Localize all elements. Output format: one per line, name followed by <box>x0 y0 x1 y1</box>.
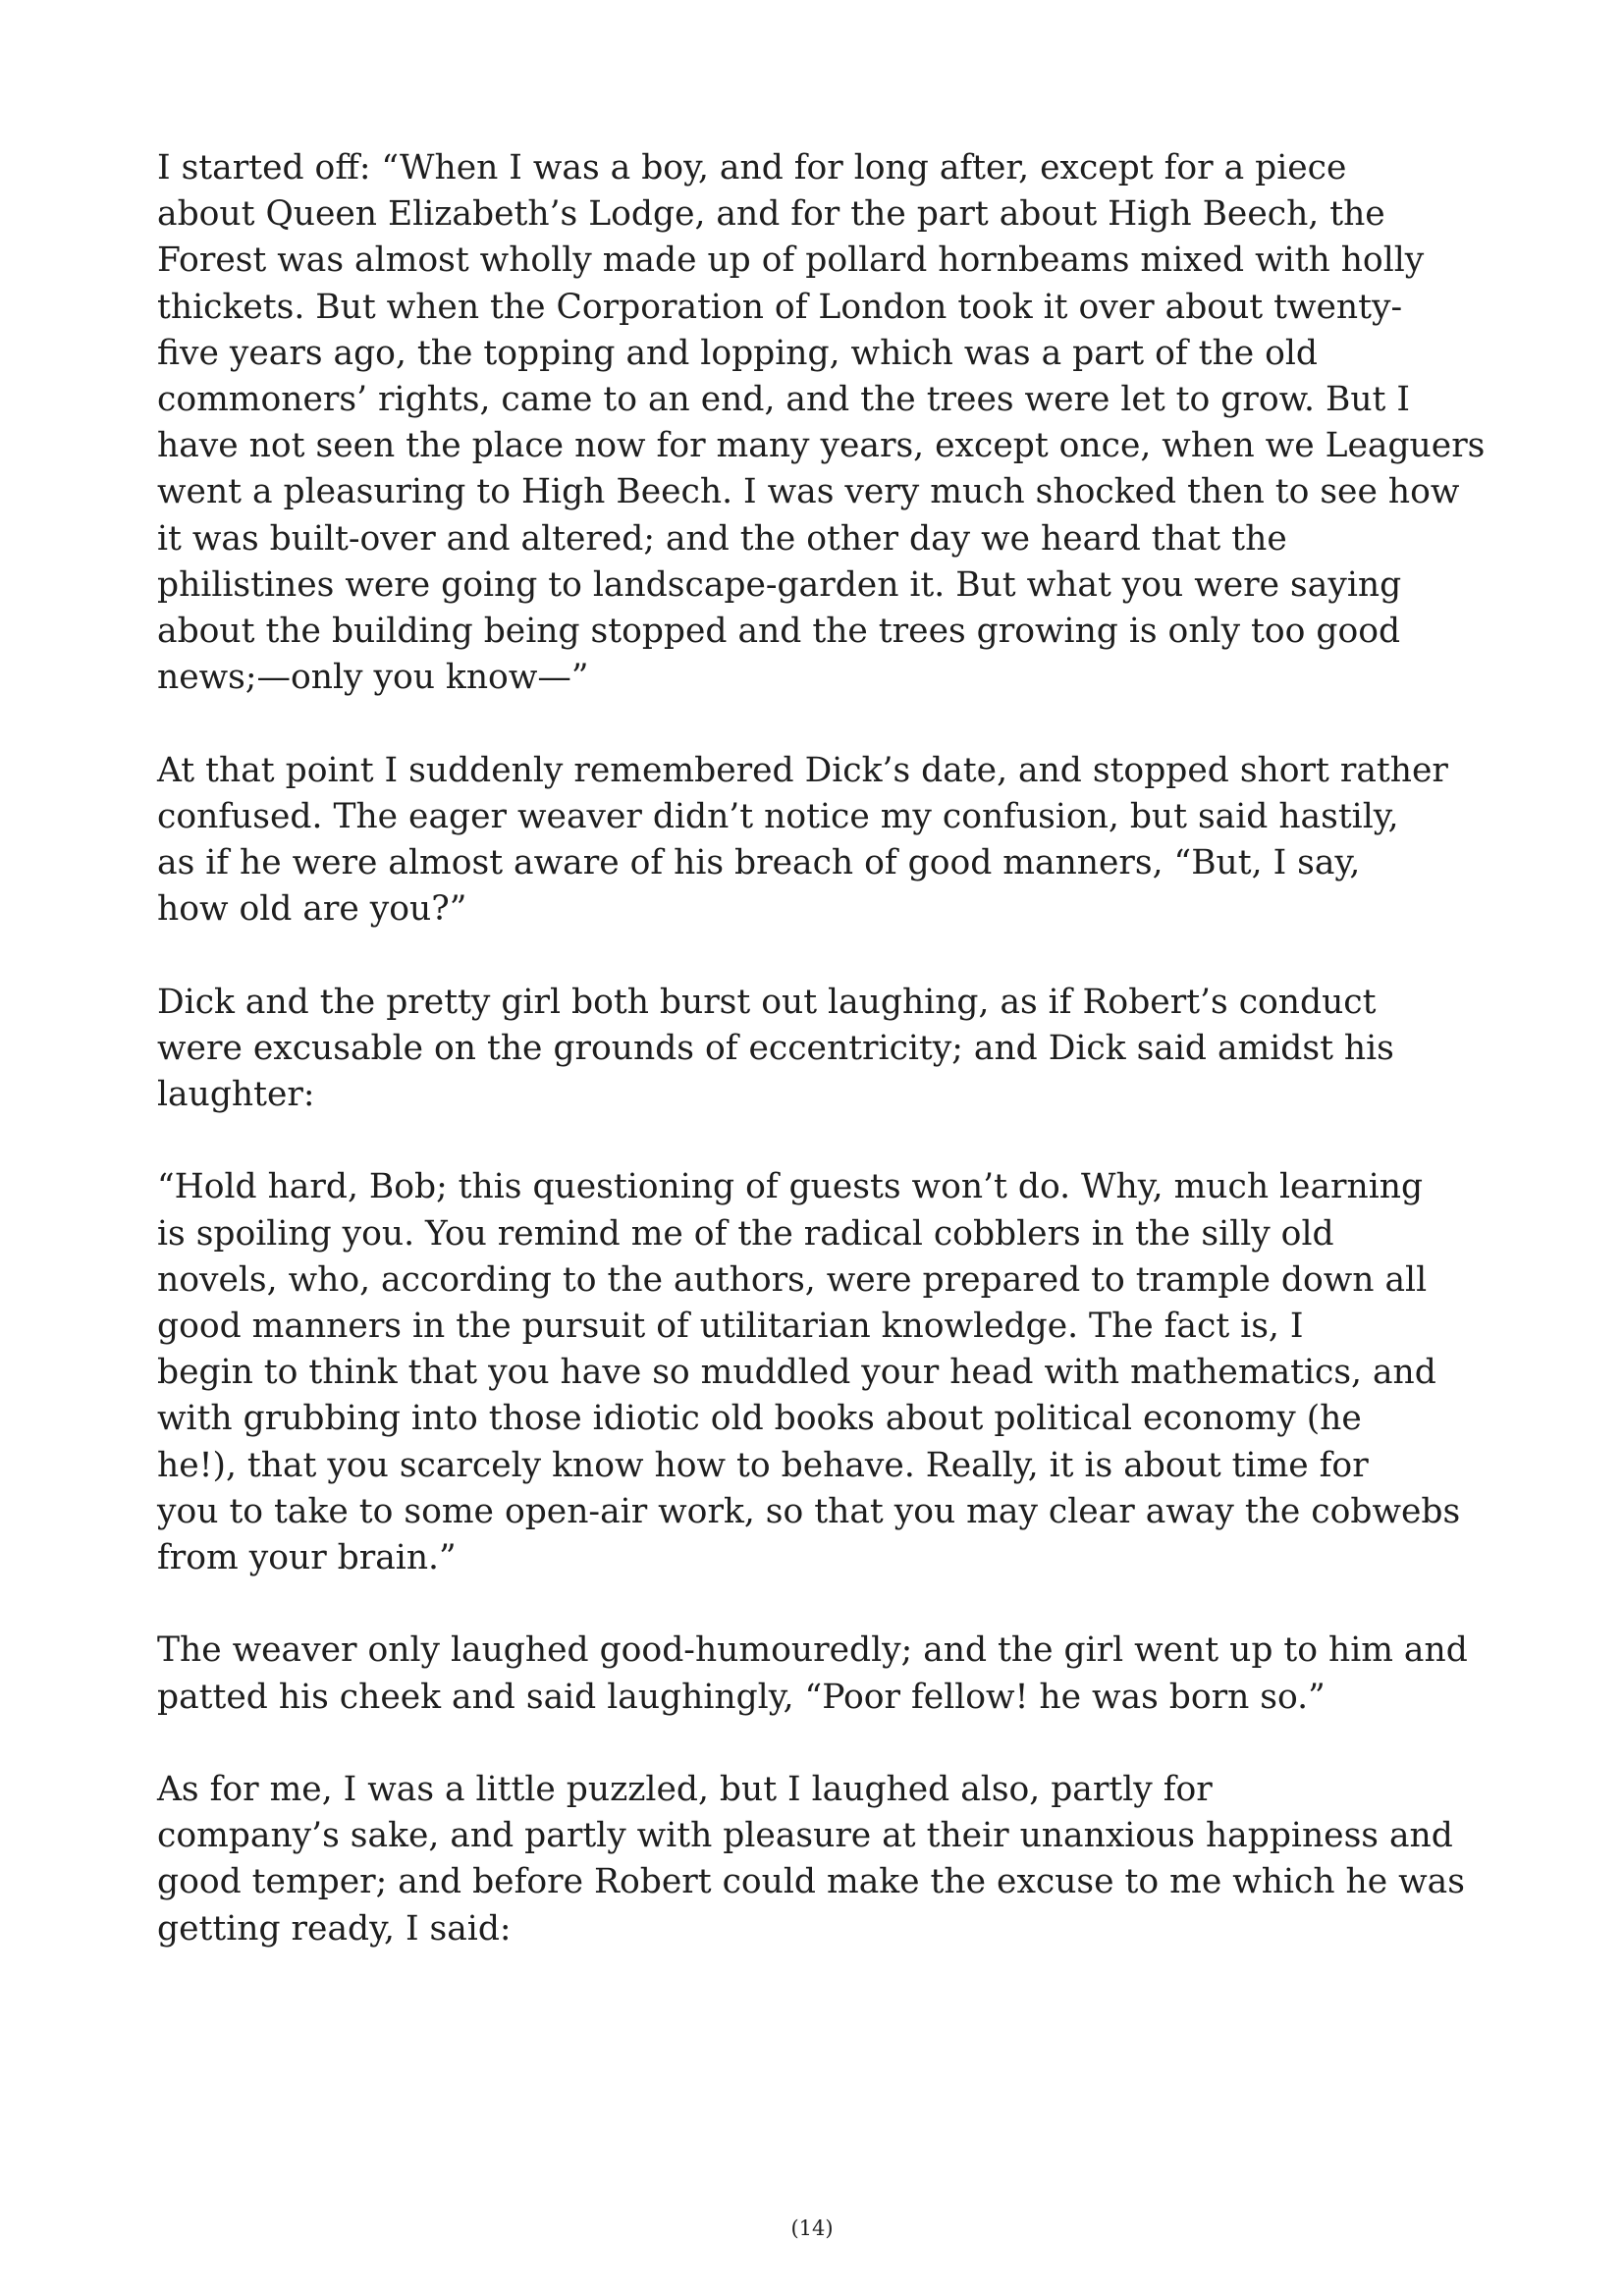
text-line: it was built-over and altered; and the other day we heard that the <box>157 518 1287 559</box>
text-line: good temper; and before Robert could make the excuse to me which he was <box>157 1862 1465 1902</box>
text-line: At that point I suddenly remembered Dick’s date, and stopped short rather <box>157 750 1448 790</box>
text-line: have not seen the place now for many years, except once, when we Leaguers <box>157 426 1486 466</box>
text-line: As for me, I was a little puzzled, but I laughed also, partly for <box>157 1770 1213 1810</box>
text-line: with grubbing into those idiotic old books about political economy (he <box>157 1399 1362 1439</box>
text-line: Dick and the pretty girl both burst out laughing, as if Robert’s conduct <box>157 982 1377 1022</box>
text-line: begin to think that you have so muddled your head with mathematics, and <box>157 1353 1436 1393</box>
text-line: you to take to some open-air work, so that you may clear away the cobwebs <box>157 1491 1461 1531</box>
text-line: five years ago, the topping and lopping, which was a part of the old <box>157 333 1318 373</box>
text-line: laughter: <box>157 1075 315 1115</box>
text-line: about the building being stopped and the trees growing is only too good <box>157 612 1401 652</box>
text-line: were excusable on the grounds of eccentricity; and Dick said amidst his <box>157 1028 1394 1068</box>
text-line: from your brain.” <box>157 1538 457 1578</box>
text-line: is spoiling you. You remind me of the radical cobblers in the silly old <box>157 1213 1334 1254</box>
text-line: patted his cheek and said laughingly, “Poor fellow! he was born so.” <box>157 1677 1326 1717</box>
paragraph <box>157 980 1394 1119</box>
text-line: philistines were going to landscape-garden it. But what you were saying <box>157 564 1402 605</box>
text-line: how old are you?” <box>157 889 467 930</box>
text-line: as if he were almost aware of his breach of good manners, “But, I say, <box>157 843 1361 883</box>
body-text <box>157 145 1486 1999</box>
text-line: confused. The eager weaver didn’t notice my confusion, but said hastily, <box>157 796 1399 836</box>
paragraph <box>157 145 1486 701</box>
paragraph <box>157 748 1448 934</box>
text-line: went a pleasuring to High Beech. I was very much shocked then to see how <box>157 472 1460 512</box>
page-number: (14) <box>790 2216 834 2240</box>
text-line: novels, who, according to the authors, were prepared to trample down all <box>157 1259 1428 1300</box>
text-line: Forest was almost wholly made up of pollard hornbeams mixed with holly <box>157 240 1425 281</box>
text-line: company’s sake, and partly with pleasure at their unanxious happiness and <box>157 1816 1453 1856</box>
text-line: news;—only you know—” <box>157 658 589 698</box>
paragraph <box>157 1767 1465 1952</box>
text-line: about Queen Elizabeth’s Lodge, and for the part about High Beech, the <box>157 194 1385 235</box>
text-line: I started off: “When I was a boy, and for long after, except for a piece <box>157 148 1347 187</box>
paragraph <box>157 1164 1461 1581</box>
text-line: “Hold hard, Bob; this questioning of guests won’t do. Why, much learning <box>157 1167 1424 1207</box>
text-line: The weaver only laughed good-humouredly; and the girl went up to him and <box>157 1630 1468 1671</box>
text-line: thickets. But when the Corporation of London took it over about twenty- <box>157 287 1403 327</box>
text-line: he!), that you scarcely know how to behave. Really, it is about time for <box>157 1445 1369 1485</box>
text-line: getting ready, I said: <box>157 1908 512 1949</box>
text-line: good manners in the pursuit of utilitarian knowledge. The fact is, I <box>157 1307 1304 1347</box>
paragraph <box>157 1628 1468 1720</box>
text-line: commoners’ rights, came to an end, and the trees were let to grow. But I <box>157 380 1411 420</box>
